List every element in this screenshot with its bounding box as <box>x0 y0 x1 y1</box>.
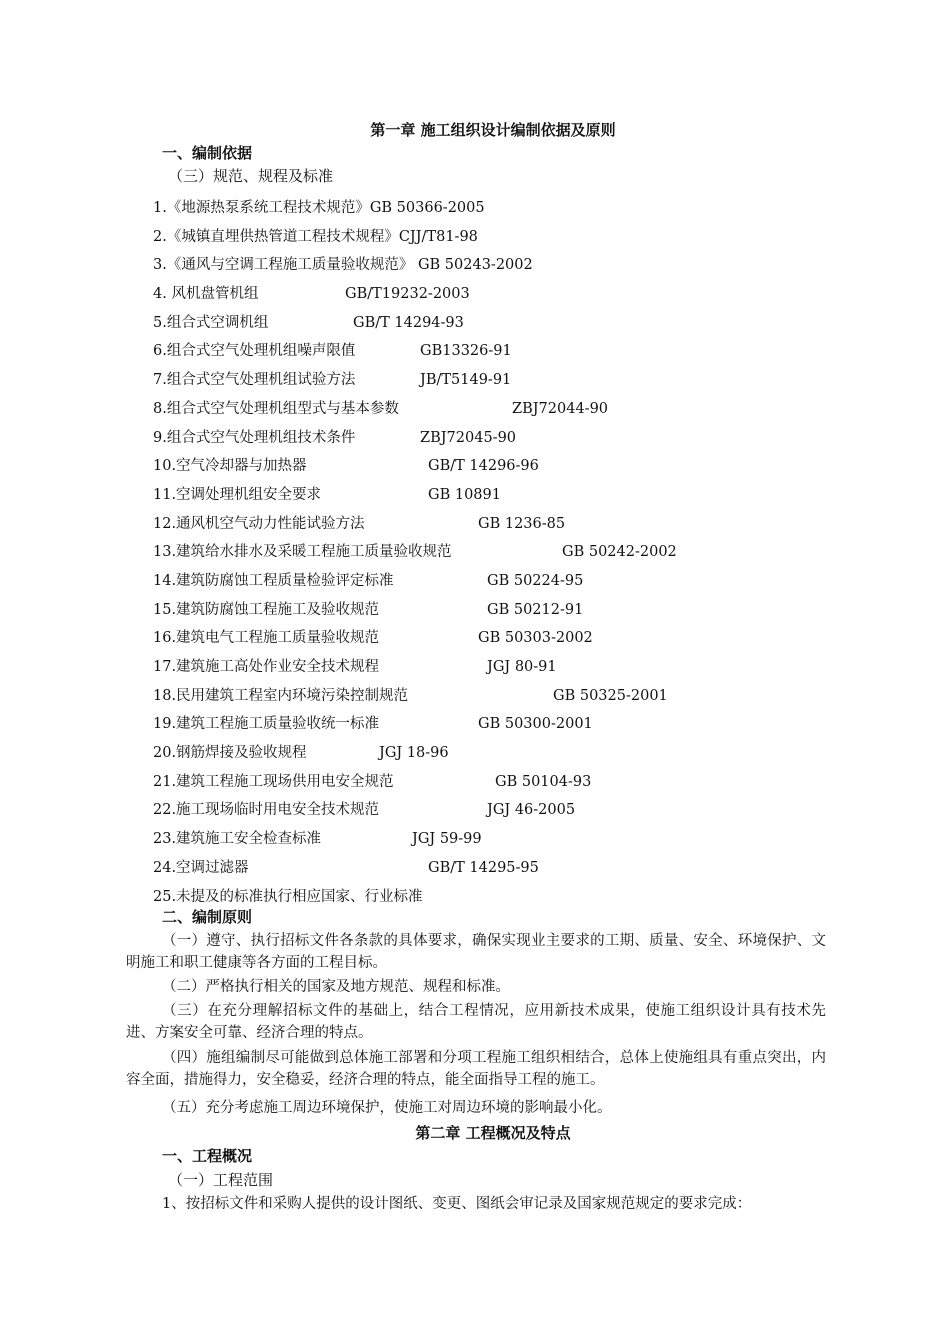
list-item <box>153 800 853 829</box>
standard-code: JGJ 46-2005 <box>487 802 576 819</box>
standard-name: 9.组合式空气处理机组技术条件 <box>153 429 356 446</box>
standard-name: 7.组合式空气处理机组试验方法 <box>153 372 356 389</box>
standard-name: 5.组合式空调机组 <box>153 314 269 331</box>
list-item <box>153 284 853 313</box>
section-heading-overview: 一、工程概况 <box>162 1147 253 1165</box>
standard-code: GB 50212-91 <box>487 601 584 618</box>
principle-paragraph-1: （一）遵守、执行招标文件各条款的具体要求，确保实现业主要求的工期、质量、安全、环境保护、文明施工和职工健康等各方面的工程目标。 <box>126 933 826 971</box>
list-item <box>153 686 853 715</box>
list-item <box>153 600 853 629</box>
standard-code: ZBJ72045-90 <box>420 429 517 446</box>
standard-code: GB 1236-85 <box>478 515 566 532</box>
list-item <box>153 485 853 514</box>
subheading-scope: （一）工程范围 <box>168 1171 274 1189</box>
list-item <box>153 227 853 256</box>
standard-name: 18.民用建筑工程室内环境污染控制规范 <box>153 687 409 704</box>
standard-code: JGJ 18-96 <box>379 745 449 762</box>
standard-code: JGJ 59-99 <box>412 831 482 848</box>
list-item <box>153 714 853 743</box>
standard-code: GB 50224-95 <box>487 572 584 589</box>
standard-code: GB 50303-2002 <box>478 630 593 647</box>
list-item <box>153 514 853 543</box>
list-item <box>153 255 853 284</box>
standard-name: 20.钢筋焊接及验收规程 <box>153 745 307 762</box>
list-item <box>153 428 853 457</box>
standard-name: 12.通风机空气动力性能试验方法 <box>153 515 365 532</box>
standard-name: 22.施工现场临时用电安全技术规范 <box>153 802 380 819</box>
chapter-1-title: 第一章 施工组织设计编制依据及原则 <box>370 121 616 139</box>
list-item <box>153 341 853 370</box>
standard-code: ZBJ72044-90 <box>512 400 609 417</box>
list-item <box>153 628 853 657</box>
list-item <box>153 772 853 801</box>
standard-code: GB 50325-2001 <box>553 687 668 704</box>
standard-name: 1.《地源热泵系统工程技术规范》GB 50366-2005 <box>153 200 485 216</box>
standard-code: GB/T 14296-96 <box>428 458 539 475</box>
standard-name: 17.建筑施工高处作业安全技术规程 <box>153 659 380 675</box>
principle-paragraph-3: （三）在充分理解招标文件的基础上，结合工程情况，应用新技术成果，使施工组织设计具有技术先进、方案安全可靠、经济合理的特点。 <box>126 1003 826 1041</box>
standard-code: GB13326-91 <box>420 343 512 360</box>
principle-paragraph-4: （四）施组编制尽可能做到总体施工部署和分项工程施工组织相结合，总体上使施组具有重点突出，内容全面，措施得力，安全稳妥，经济合理的特点，能全面指导工程的施工。 <box>126 1050 826 1088</box>
standard-code: GB/T 14294-93 <box>353 314 464 331</box>
list-item <box>153 657 853 686</box>
standard-name: 10.空气冷却器与加热器 <box>153 458 307 475</box>
list-item <box>153 743 853 772</box>
standard-name: 16.建筑电气工程施工质量验收规范 <box>153 630 380 647</box>
standard-code: GB/T19232-2003 <box>345 286 470 303</box>
chapter-2-title: 第二章 工程概况及特点 <box>415 1124 571 1142</box>
standard-name: 3.《通风与空调工程施工质量验收规范》 GB 50243-2002 <box>153 257 533 274</box>
standard-name: 8.组合式空气处理机组型式与基本参数 <box>153 400 399 417</box>
standard-name: 11.空调处理机组安全要求 <box>153 486 322 503</box>
list-item <box>153 313 853 342</box>
list-item <box>153 858 853 887</box>
list-item <box>153 456 853 485</box>
standard-code: GB/T 14295-95 <box>428 859 539 876</box>
standard-name: 2.《城镇直埋供热管道工程技术规程》CJJ/T81-98 <box>153 228 478 245</box>
standard-code: JGJ 80-91 <box>487 659 557 675</box>
section-heading-principles: 二、编制原则 <box>162 908 253 926</box>
standard-name: 15.建筑防腐蚀工程施工及验收规范 <box>153 601 380 618</box>
list-item <box>153 829 853 858</box>
standard-code: GB 50300-2001 <box>478 716 593 733</box>
standard-code: GB 50104-93 <box>495 773 592 790</box>
principle-paragraph-5: （五）充分考虑施工周边环境保护，使施工对周边环境的影响最小化。 <box>162 1100 612 1116</box>
subheading-standards: （三）规范、规程及标准 <box>168 167 334 185</box>
list-item <box>153 542 853 571</box>
standard-name: 25.未提及的标准执行相应国家、行业标准 <box>153 888 423 905</box>
list-item <box>153 887 853 916</box>
standard-name: 4. 风机盘管机组 <box>153 286 259 303</box>
standard-name: 19.建筑工程施工质量验收统一标准 <box>153 716 380 733</box>
scope-paragraph: 1、按招标文件和采购人提供的设计图纸、变更、图纸会审记录及国家规范规定的要求完成： <box>162 1196 752 1212</box>
standard-name: 13.建筑给水排水及采暖工程施工质量验收规范 <box>153 544 452 561</box>
standard-name: 14.建筑防腐蚀工程质量检验评定标准 <box>153 572 394 589</box>
standard-code: GB 50242-2002 <box>562 544 677 561</box>
list-item <box>153 198 853 227</box>
list-item <box>153 571 853 600</box>
standards-list <box>153 198 853 915</box>
standard-name: 6.组合式空气处理机组噪声限值 <box>153 343 356 360</box>
standard-code: GB 10891 <box>428 486 501 503</box>
section-heading-basis: 一、编制依据 <box>162 144 253 162</box>
list-item <box>153 399 853 428</box>
standard-name: 21.建筑工程施工现场供用电安全规范 <box>153 773 394 790</box>
standard-name: 24.空调过滤器 <box>153 859 249 876</box>
list-item <box>153 370 853 399</box>
principle-paragraph-2: （二）严格执行相关的国家及地方规范、规程和标准。 <box>162 979 510 995</box>
standard-code: JB/T5149-91 <box>420 372 512 389</box>
standard-name: 23.建筑施工安全检查标准 <box>153 831 322 848</box>
